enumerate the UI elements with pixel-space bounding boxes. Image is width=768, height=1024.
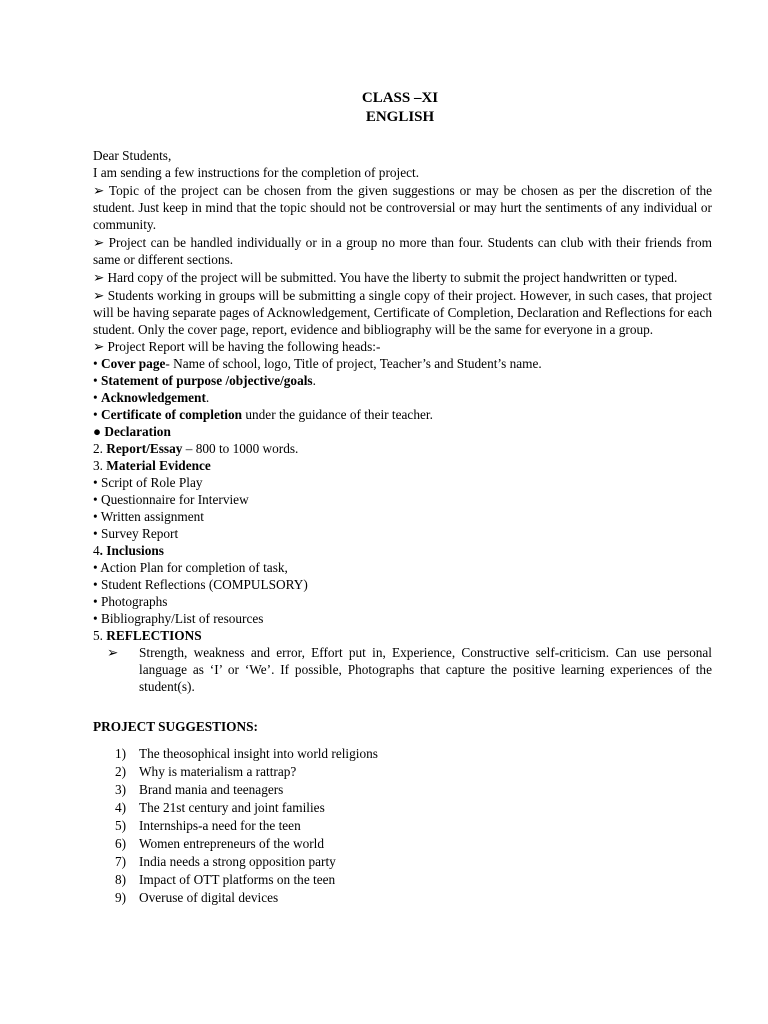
list-item: 9) Overuse of digital devices (115, 890, 279, 905)
instruction-point: ➢ Students working in groups will be submitting a single copy of their project. However, in such cases, that project will be having separate pages of Acknowledgement, Certificate of Completion, Declaration and Reflections for each student. Only the cover page, report, evidence and bibliography will be the same for everyone in a group. (93, 288, 712, 337)
list-item: • Bibliography/List of resources (93, 611, 264, 626)
arrow-bullet-icon: ➢ (93, 339, 105, 354)
head-certificate: • Certificate of completion under the guidance of their teacher. (93, 407, 433, 422)
greeting: Dear Students, (93, 148, 172, 163)
list-item: • Written assignment (93, 509, 204, 524)
project-suggestions-list (93, 745, 712, 907)
list-item: • Photographs (93, 594, 168, 609)
instruction-point: ➢ Topic of the project can be chosen from the given suggestions or may be chosen as per the discretion of the student. Just keep in mind that the topic should not be controversial or may hurt the sentiments of any individual or community. (93, 183, 712, 232)
list-item: • Student Reflections (COMPULSORY) (93, 577, 308, 592)
list-item: 7) India needs a strong opposition party (115, 854, 336, 869)
arrow-bullet-icon: ➢ (93, 270, 105, 285)
list-item: • Questionnaire for Interview (93, 492, 249, 507)
instruction-point: ➢ Project Report will be having the following heads:- (93, 339, 381, 354)
section-material-evidence: 3. Material Evidence (93, 458, 211, 473)
list-item: 5) Internships-a need for the teen (115, 818, 301, 833)
head-declaration: ● Declaration (93, 424, 171, 439)
head-cover-page: • Cover page- Name of school, logo, Title of project, Teacher’s and Student’s name. (93, 356, 542, 371)
section-reflections: 5. REFLECTIONS (93, 628, 202, 643)
arrow-bullet-icon: ➢ (93, 183, 105, 198)
list-item: • Survey Report (93, 526, 179, 541)
head-statement-of-purpose: • Statement of purpose /objective/goals. (93, 373, 316, 388)
head-acknowledgement: • Acknowledgement. (93, 390, 210, 405)
arrow-bullet-icon: ➢ (93, 235, 105, 250)
section-inclusions: 4. Inclusions (93, 543, 164, 558)
list-item: 1) The theosophical insight into world religions (115, 746, 378, 761)
instruction-point: ➢ Hard copy of the project will be submitted. You have the liberty to submit the project handwritten or typed. (93, 270, 678, 285)
reflections-description: ➢ Strength, weakness and error, Effort put in, Experience, Constructive self-criticism. Can use personal language as ‘I’ or ‘We’. If possible, Photographs that capture the positive learning experiences of the student(s). (107, 645, 712, 694)
list-item: 6) Women entrepreneurs of the world (115, 836, 325, 851)
section-report-essay: 2. Report/Essay – 800 to 1000 words. (93, 441, 299, 456)
list-item: 4) The 21st century and joint families (115, 800, 325, 815)
intro-text: I am sending a few instructions for the completion of project. (93, 165, 420, 180)
document-title-class: CLASS –XI (361, 90, 439, 106)
document-body (93, 147, 712, 907)
arrow-bullet-icon: ➢ (107, 645, 119, 660)
list-item: 8) Impact of OTT platforms on the teen (115, 872, 336, 887)
document-title-subject: ENGLISH (365, 109, 435, 125)
instruction-point: ➢ Project can be handled individually or in a group no more than four. Students can club with their friends from same or different sections. (93, 235, 712, 267)
project-suggestions-heading: PROJECT SUGGESTIONS: (93, 719, 258, 734)
list-item: 2) Why is materialism a rattrap? (115, 764, 297, 779)
arrow-bullet-icon: ➢ (93, 288, 105, 303)
list-item: • Script of Role Play (93, 475, 203, 490)
list-item: 3) Brand mania and teenagers (115, 782, 284, 797)
list-item: • Action Plan for completion of task, (93, 560, 288, 575)
